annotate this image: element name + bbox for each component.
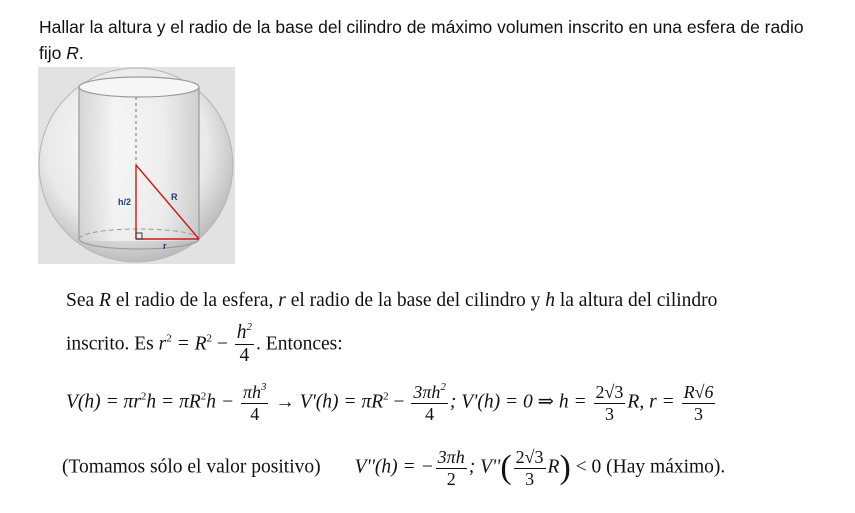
close-paren: ): [559, 449, 571, 487]
label-half-height: h/2: [118, 197, 132, 207]
numerator: R√6: [683, 382, 714, 402]
fraction-3pih2-over-4: $\frac{3\pi h^2}{4}$: [413, 381, 446, 424]
numerator: πh: [242, 382, 261, 402]
volume-expression: V(h) = πr: [66, 391, 141, 413]
var-R: R: [99, 290, 111, 311]
fraction-Rsqrt6-over-3: [682, 382, 716, 424]
denominator: 3: [525, 468, 535, 489]
derivative-expression: → V'(h) = πR: [270, 391, 384, 413]
solution-line-4: [62, 447, 725, 489]
fraction-3pih-over-2: [436, 447, 467, 489]
problem-variable-R: R: [66, 43, 79, 63]
denominator: 4: [425, 403, 435, 424]
var-h: h: [545, 290, 555, 311]
numerator: h: [236, 322, 247, 343]
numerator: 3πh: [413, 382, 441, 402]
volume-expression: h −: [206, 391, 239, 413]
note: (Tomamos sólo el valor positivo): [62, 456, 321, 478]
denominator: 4: [239, 345, 250, 367]
volume-expression: h = πR: [146, 391, 201, 413]
denominator: 4: [250, 403, 260, 424]
numerator: 2√3: [515, 447, 544, 467]
label-sphere-radius: R: [171, 192, 178, 202]
var-r: r: [158, 333, 167, 355]
denominator: 2: [446, 468, 456, 489]
second-derivative-at-point: ; V'': [468, 456, 501, 478]
cylinder-top: [79, 77, 199, 97]
numerator: 2√3: [595, 382, 624, 402]
solution-line-2: inscrito. Es $r^2 = R^2$ − $\frac{h^2}{4}$ . Entonces:: [66, 321, 343, 367]
text: Sea: [66, 290, 100, 311]
equals-R: = R: [171, 333, 207, 355]
fraction-2sqrt3-over-3: [514, 447, 546, 489]
var-r: r: [278, 290, 286, 311]
problem-text: Hallar la altura y el radio de la base del cilindro de máximo volumen inscrito en una esfera de radio fijo: [39, 17, 804, 63]
conclusion: < 0 (Hay máximo).: [570, 456, 726, 478]
label-base-radius: r: [163, 241, 167, 251]
fraction-h2-over-4: $\frac{h^2}{4}$: [236, 321, 253, 367]
denominator: 3: [604, 403, 614, 424]
minus: −: [212, 333, 233, 355]
second-derivative: V''(h) = −: [354, 456, 434, 478]
solution-line-1: [66, 290, 717, 312]
open-paren: (: [500, 449, 512, 487]
critical-point: ; V'(h) = 0 ⇒ h =: [449, 391, 592, 413]
var-R: R: [547, 456, 560, 478]
fraction-pih3-over-4: $\frac{\pi h^3}{4}$: [242, 381, 267, 424]
text: la altura del cilindro: [554, 290, 718, 311]
numerator: 3πh: [437, 447, 465, 467]
text: el radio de la esfera,: [110, 290, 279, 311]
text: inscrito. Es: [66, 333, 159, 355]
denominator: 3: [694, 403, 704, 424]
text: . Entonces:: [256, 333, 343, 355]
problem-text-end: .: [78, 43, 84, 63]
text: el radio de la base del cilindro y: [285, 290, 546, 311]
radius-expression: R, r =: [627, 391, 680, 413]
solution-line-3: $V(h) = \pi r^2h = \pi R^2h$ − $\frac{\pi h^3}{4}$ → $V'(h) = \pi R^2$ − $\frac{3\pi h^2}{4}$ ; V'(h) = 0 ⇒ h = $\frac{2√3}{3}$ R, r = $\frac{R√6}{3}$: [66, 381, 714, 424]
cylinder-in-sphere-figure: [38, 67, 235, 264]
problem-statement: [39, 14, 829, 66]
minus: −: [388, 391, 410, 413]
fraction-2sqrt3-over-3: [594, 382, 626, 424]
